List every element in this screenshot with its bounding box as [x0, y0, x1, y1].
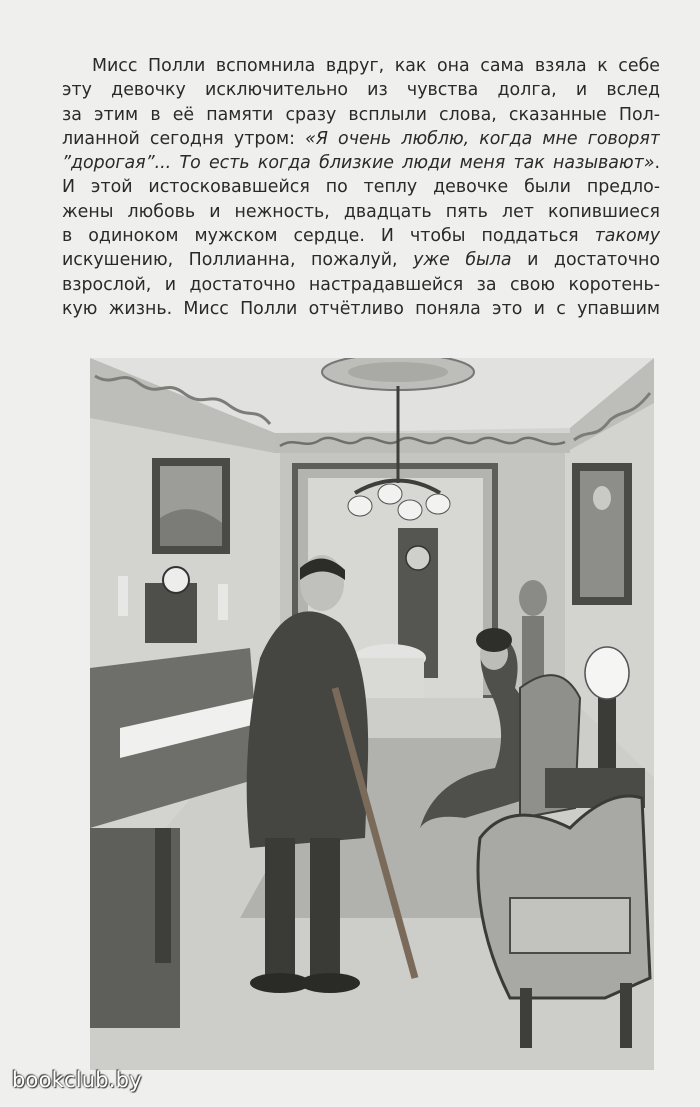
armchair-leg	[620, 983, 632, 1048]
text-run: и достаточно	[511, 250, 660, 271]
text-run: в одиноком мужском сердце. И чтобы поддаться	[62, 226, 595, 247]
mantel-clock-face	[163, 567, 189, 593]
woman-hair	[476, 628, 512, 652]
italic-run: уже была	[413, 250, 512, 271]
text-line	[62, 78, 660, 102]
armchair-seat	[510, 898, 630, 953]
text-run: жены любовь и нежность, двадцать пять лет копившиеся	[62, 201, 660, 222]
chandelier-lamp	[378, 484, 402, 504]
italic-run: «Я очень люблю, когда мне говорят	[305, 128, 660, 149]
piano-leg	[155, 828, 171, 963]
text-run: эту девочку исключительно из чувства долга, и вслед	[62, 80, 660, 101]
ceiling-rosette-inner	[348, 362, 448, 382]
text-run: .	[654, 153, 660, 174]
text-line	[62, 224, 660, 248]
text-run: кую жизнь. Мисс Полли отчётливо поняла это и с упавшим	[62, 298, 660, 319]
man-shoe	[300, 973, 360, 993]
italic-run: такому	[594, 226, 660, 247]
text-run: И этой истосковавшейся по теплу девочке были предло-	[62, 177, 660, 198]
text-line	[62, 54, 660, 78]
frieze-back	[275, 433, 570, 453]
table-cloth	[356, 658, 424, 698]
grandfather-clock-face	[406, 546, 430, 570]
oil-lamp-globe	[585, 647, 629, 699]
text-line	[62, 103, 660, 127]
portrait-figure	[593, 486, 611, 510]
chandelier-lamp	[398, 500, 422, 520]
text-line	[62, 273, 660, 297]
candle	[218, 584, 228, 620]
chandelier-lamp	[426, 494, 450, 514]
text-line	[62, 127, 660, 151]
chandelier-lamp	[348, 496, 372, 516]
illustration	[90, 358, 654, 1070]
bust	[519, 580, 547, 616]
text-line	[62, 151, 660, 175]
text-run: взрослой, и достаточно настрадавшейся за свою коротень-	[62, 274, 660, 295]
text-run: Мисс Полли вспомнила вдруг, как она сама взяла к себе	[92, 56, 660, 76]
man-leg	[310, 838, 340, 978]
watermark: bookclub.by	[12, 1068, 142, 1092]
italic-run: ”дорогая”... То есть когда близкие люди меня так называют»	[62, 153, 655, 174]
text-line	[62, 297, 660, 321]
armchair-leg	[520, 988, 532, 1048]
page-text	[62, 54, 660, 321]
man-leg	[265, 838, 295, 978]
text-run: лианной сегодня утром:	[62, 128, 306, 149]
candle	[118, 576, 128, 616]
text-run: за этим в её памяти сразу всплыли слова, сказанные Пол-	[62, 104, 660, 125]
text-line	[62, 248, 660, 272]
text-run: искушению, Поллианна, пожалуй,	[62, 250, 414, 271]
text-line	[62, 175, 660, 199]
parlor-scene-image	[90, 358, 654, 1070]
pedestal	[522, 616, 544, 686]
text-line	[62, 200, 660, 224]
